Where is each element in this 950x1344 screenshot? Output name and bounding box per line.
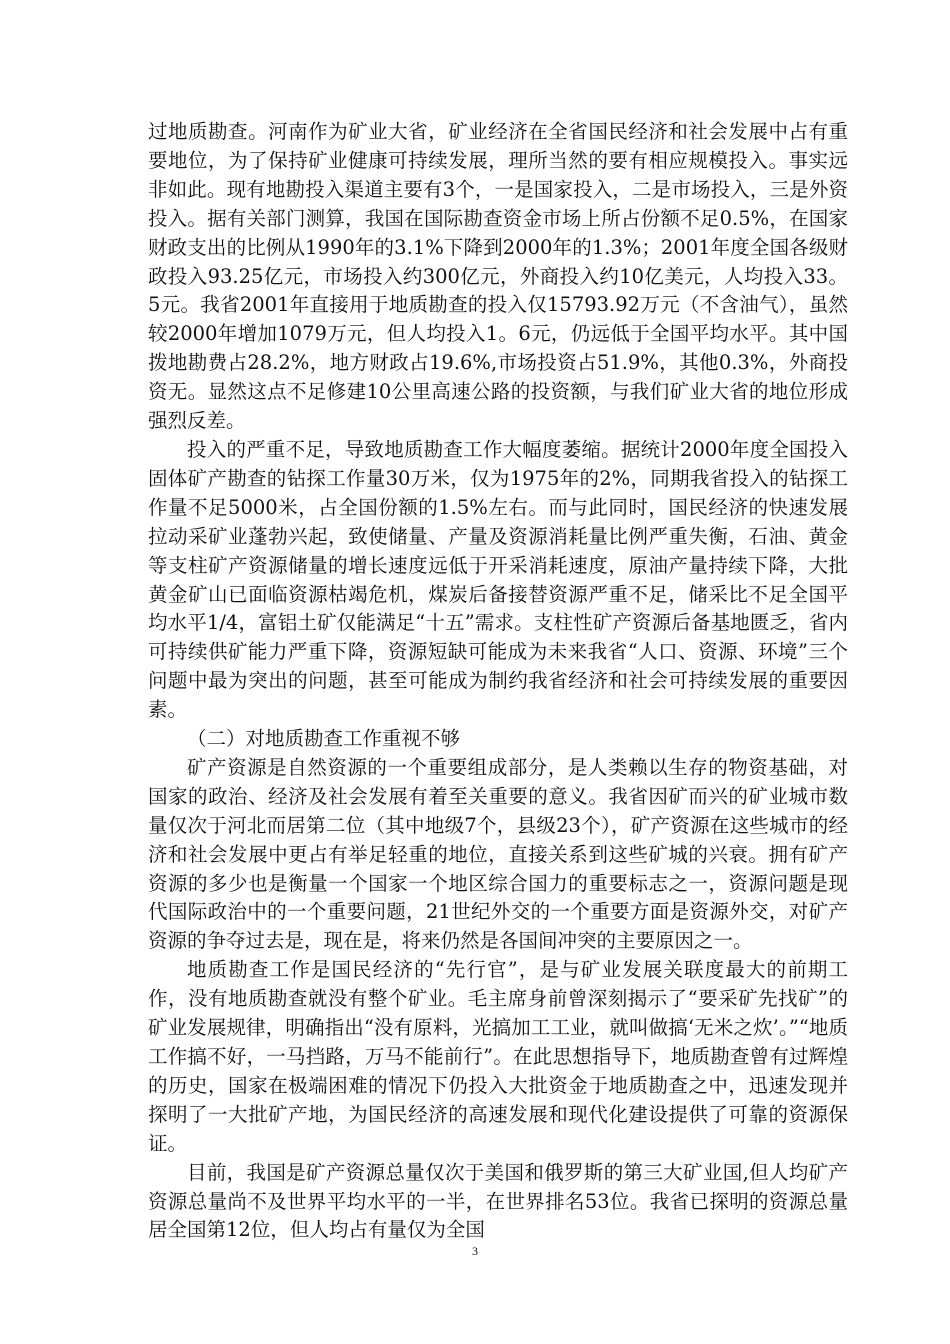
paragraph-exploration-decline: 投入的严重不足，导致地质勘查工作大幅度萎缩。据统计2000年度全国投入固体矿产勘查的钻探工作量30万米，仅为1975年的2%，同期我省投入的钻探工作量不足5000米，占全国份额的1.5%左右。而与此同时，国民经济的快速发展拉动采矿业蓬勃兴起，致使储量、产量及资源消耗量比例严重失衡，石油、黄金等支柱矿产资源储量的增长速度远低于开采消耗速度，原油产量持续下降，大批黄金矿山已面临资源枯竭危机，煤炭后备接替资源严重不足，储采比不足全国平均水平1/4，富铝土矿仅能满足“十五”需求。支柱性矿产资源后备基地匮乏，省内可持续供矿能力严重下降，资源短缺可能成为未来我省“人口、资源、环境”三个问题中最为突出的问题，甚至可能成为制约我省经济和社会可持续发展的重要因素。: [148, 437, 848, 722]
section-heading: （二）对地质勘查工作重视不够: [187, 727, 461, 751]
document-body: [148, 118, 848, 1245]
page-number: 3: [472, 1244, 478, 1258]
paragraph-geological-pioneer: 地质勘查工作是国民经济的“先行官”，是与矿业发展关联度最大的前期工作，没有地质勘查就没有整个矿业。毛主席身前曾深刻揭示了“要采矿先找矿”的矿业发展规律，明确指出“没有原料，光搞加工工业，就叫做搞‘无米之炊’。”“地质工作搞不好，一马挡路，万马不能前行”。在此思想指导下，地质勘查曾有过辉煌的历史，国家在极端困难的情况下仍投入大批资金于地质勘查之中，迅速发现并探明了一大批矿产地，为国民经济的高速发展和现代化建设提供了可靠的资源保证。: [148, 958, 848, 1155]
paragraph-mineral-importance: 矿产资源是自然资源的一个重要组成部分，是人类赖以生存的物资基础，对国家的政治、经济及社会发展有着至关重要的意义。我省因矿而兴的矿业城市数量仅次于河北而居第二位（其中地级7个，县级23个），矿产资源在这些城市的经济和社会发展中更占有举足轻重的地位，直接关系到这些矿城的兴衰。拥有矿产资源的多少也是衡量一个国家一个地区综合国力的重要标志之一，资源问题是现代国际政治中的一个重要问题，21世纪外交的一个重要方面是资源外交，对矿产资源的争夺过去是，现在是，将来仍然是各国间冲突的主要原因之一。: [148, 755, 848, 953]
paragraph-investment-overview: 过地质勘查。河南作为矿业大省，矿业经济在全省国民经济和社会发展中占有重要地位，为了保持矿业健康可持续发展，理所当然的要有相应规模投入。事实远非如此。现有地勘投入渠道主要有3个，一是国家投入，二是市场投入，三是外资投入。据有关部门测算，我国在国际勘查资金市场上所占份额不足0.5%，在国家财政支出的比例从1990年的3.1%下降到2000年的1.3%；2001年度全国各级财政投入93.25亿元，市场投入约300亿元，外商投入约10亿美元，人均投入33。5元。我省2001年直接用于地质勘查的投入仅15793.92万元（不含油气），虽然较2000年增加1079万元，但人均投入1。6元，仍远低于全国平均水平。其中国拨地勘费占28.2%，地方财政占19.6%,市场投资占51.9%，其他0.3%，外商投资无。显然这点不足修建10公里高速公路的投资额，与我们矿业大省的地位形成强烈反差。: [148, 120, 848, 433]
paragraph-current-status: 目前，我国是矿产资源总量仅次于美国和俄罗斯的第三大矿业国,但人均矿产资源总量尚不及世界平均水平的一半，在世界排名53位。我省已探明的资源总量居全国第12位，但人均占有量仅为全国: [148, 1160, 848, 1242]
